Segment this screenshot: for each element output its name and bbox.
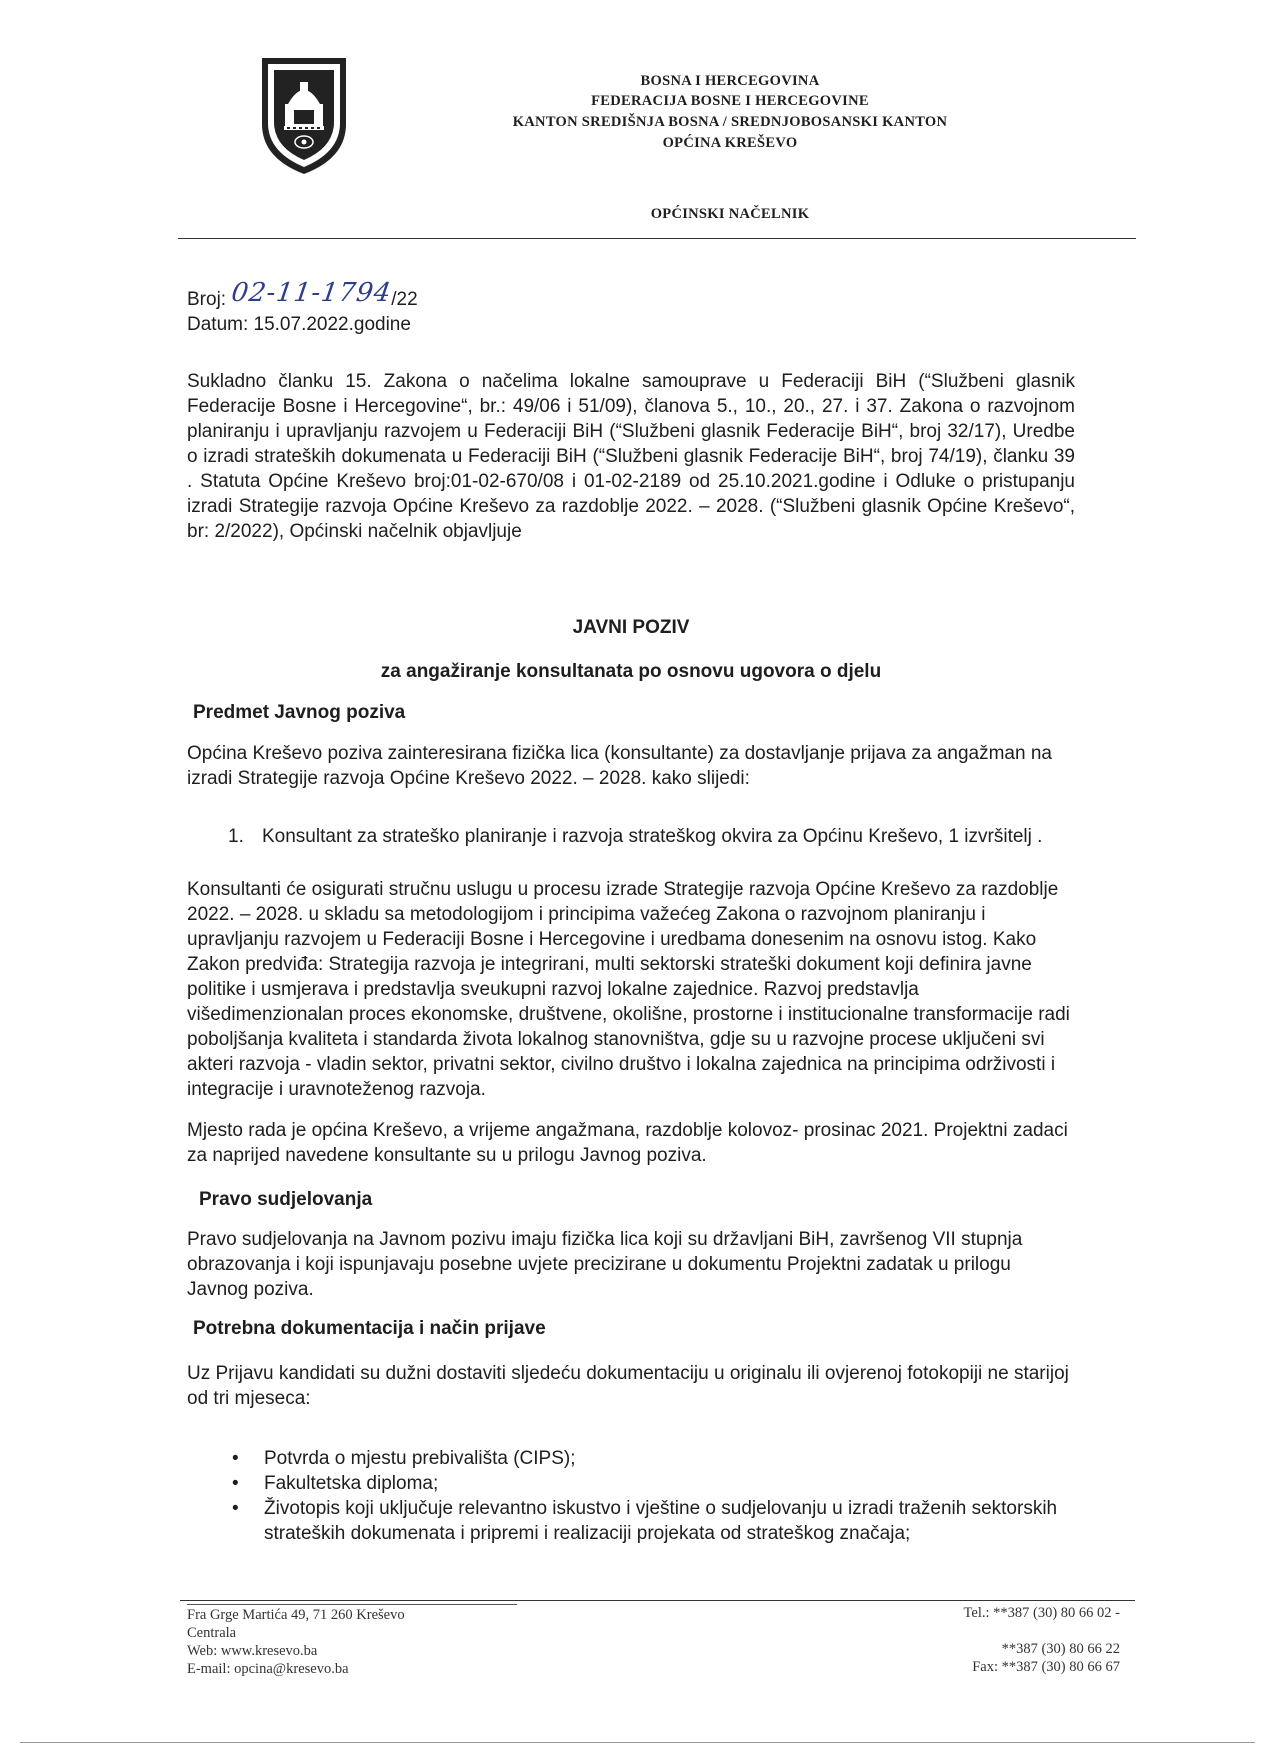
item-text: Konsultant za strateško planiranje i razvoja strateškog okvira za Općinu Kreševo, 1 izvršitelj . — [262, 826, 1043, 847]
header-divider — [178, 238, 1136, 239]
header-country: BOSNA I HERCEGOVINA — [640, 73, 820, 89]
document-number — [187, 278, 418, 312]
header-federation: FEDERACIJA BOSNE I HERCEGOVINE — [591, 93, 869, 109]
mjesto-paragraph: Mjesto rada je općina Kreševo, a vrijeme angažmana, razdoblje kolovoz- prosinac 2021. Projektni zadaci za naprijed navedene konsultante su u prilogu Javnog poziva. — [187, 1120, 1068, 1166]
footer-divider — [180, 1600, 1135, 1601]
bullet-icon: • — [232, 1473, 239, 1494]
pravo-paragraph: Pravo sudjelovanja na Javnom pozivu imaju fizička lica koji su državljani BiH, završenog VII stupnja obrazovanja i koji ispunjavaju posebne uvjete precizirane u dokumentu Projektni zadatak u prilogu Javnog poziva. — [187, 1229, 1023, 1300]
list-item — [232, 1496, 1072, 1546]
broj-suffix: /22 — [391, 289, 418, 310]
footer-phones — [820, 1604, 1120, 1676]
document-list — [232, 1446, 1072, 1546]
section-heading-predmet: Predmet Javnog poziva — [193, 702, 406, 723]
list-item — [232, 1446, 1072, 1471]
footer-tel: Tel.: **387 (30) 80 66 02 - — [963, 1605, 1120, 1621]
dokumentacija-paragraph: Uz Prijavu kandidati su dužni dostaviti sljedeću dokumentaciju u originalu ili ovjerenoj fotokopiji ne starijoj od tri mjeseca: — [187, 1363, 1069, 1409]
predmet-paragraph: Općina Kreševo poziva zainteresirana fizička lica (konsultante) za dostavljanje prijava za angažman na izradi Strategije razvoja Općine Kreševo 2022. – 2028. kako slijedi: — [187, 743, 1052, 789]
document-title: JAVNI POZIV — [572, 617, 690, 638]
footer-contact — [187, 1604, 517, 1678]
footer-spacer — [820, 1622, 1120, 1640]
page-edge-line — [20, 1742, 1255, 1743]
footer-fax: Fax: **387 (30) 80 66 67 — [972, 1659, 1120, 1675]
document-date: Datum: 15.07.2022.godine — [187, 314, 411, 335]
section-heading-pravo: Pravo sudjelovanja — [199, 1189, 373, 1210]
header-canton: KANTON SREDIŠNJA BOSNA / SREDNJOBOSANSKI KANTON — [512, 114, 948, 130]
header-office: OPĆINSKI NAČELNIK — [650, 206, 810, 222]
municipal-crest-icon — [258, 54, 350, 178]
list-item-text: Fakultetska diploma; — [264, 1473, 439, 1494]
konsultanti-paragraph: Konsultanti će osigurati stručnu uslugu u procesu izrade Strategije razvoja Općine Kreševo za razdoblje 2022. – 2028. u skladu sa metodologijom i principima važećeg Zakona o razvojnom planiranju i upravljanju razvojem u Federaciji Bosne i Hercegovine i uredbama donesenim na osnovu istog. Kako Zakon predviđa: Strategija razvoja je integrirani, multi sektorski strateški dokument koji definira javne politike i usmjerava i predstavlja sveukupni razvoj lokalne zajednice. Razvoj predstavlja višedimenzionalan proces ekonomske, društvene, okolišne, prostorne i institucionalne transformacije radi poboljšanja kvaliteta i standarda života lokalnog stanovništva, gdje su u razvojne procese uključeni svi akteri razvoja - vladin sektor, privatni sektor, civilno društvo i lokalna zajednica na principima održivosti i integracije i uravnoteženog razvoja. — [187, 879, 1070, 1100]
bullet-icon: • — [232, 1498, 239, 1519]
footer-web: Web: www.kresevo.ba — [187, 1643, 318, 1659]
broj-label: Broj: — [187, 289, 227, 310]
list-item-text: Potvrda o mjestu prebivališta (CIPS); — [264, 1448, 576, 1469]
handwritten-number: 02-11-1794 — [229, 278, 394, 308]
item-number: 1. — [228, 826, 244, 847]
header-municipality: OPĆINA KREŠEVO — [662, 135, 798, 151]
list-item-text: Životopis koji uključuje relevantno iskustvo i vještine o sudjelovanju u izradi traženih sektorskih strateških dokumenata i pripremi i realizaciji projekata od strateškog značaja; — [264, 1498, 1058, 1544]
numbered-item — [228, 826, 1042, 848]
list-item — [232, 1471, 1072, 1496]
section-heading-dokumentacija: Potrebna dokumentacija i način prijave — [193, 1318, 546, 1339]
document-subtitle: za angažiranje konsultanata po osnovu ugovora o djelu — [380, 661, 882, 682]
footer-email: E-mail: opcina@kresevo.ba — [187, 1661, 349, 1677]
footer-tel2: **387 (30) 80 66 22 — [1001, 1641, 1120, 1657]
footer-centrala: Centrala — [187, 1625, 237, 1641]
intro-paragraph: Sukladno članku 15. Zakona o načelima lokalne samouprave u Federaciji BiH (“Službeni glasnik Federacije Bosne i Hercegovine“, br.: 49/06 i 51/09), članova 5., 10., 20., 27. i 37. Zakona o razvojnom planiranju i upravljanju razvojem u Federaciji BiH (“Službeni glasnik Federacije BiH“, broj 32/17), Uredbe o izradi strateških dokumenata u Federaciji BiH (“Službeni glasnik Federacije BiH“, broj 74/19), članku 39 . Statuta Općine Kreševo broj:01-02-670/08 i 01-02-2189 od 25.10.2021.godine i Odluke o pristupanju izradi Strategije razvoja Općine Kreševo za razdoblje 2022. – 2028. (“Službeni glasnik Općine Kreševo“, br: 2/2022), Općinski načelnik objavljuje — [187, 371, 1075, 542]
footer-address: Fra Grge Martića 49, 71 260 Kreševo — [187, 1604, 517, 1624]
bullet-icon: • — [232, 1448, 239, 1469]
